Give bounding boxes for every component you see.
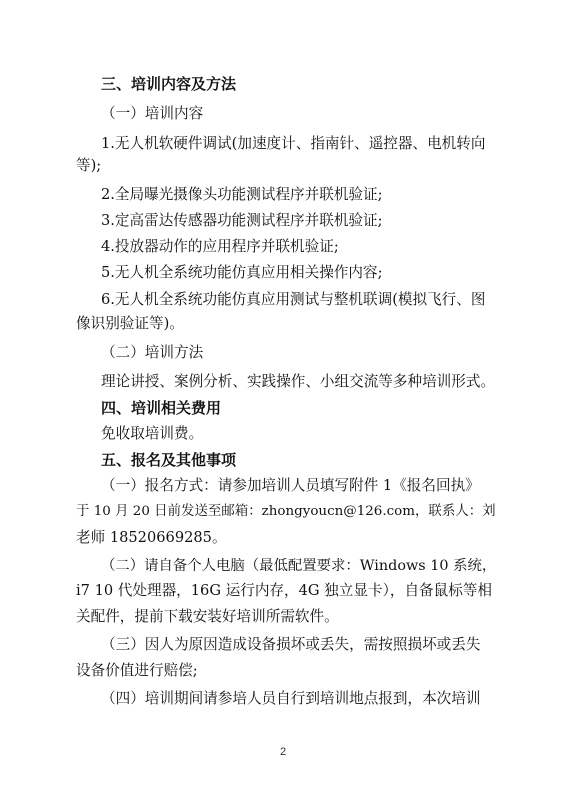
list-item-6-line-1: 6.无人机全系统功能仿真应用测试与整机联调(模拟飞行、图 bbox=[101, 291, 486, 308]
section-5-heading: 五、报名及其他事项 bbox=[101, 451, 237, 469]
list-item-1-line-1: 1.无人机软硬件调试(加速度计、指南针、遥控器、电机转向 bbox=[101, 135, 486, 152]
damage-line-1: （三）因人为原因造成设备损坏或丢失，需按照损坏或丢失 bbox=[101, 636, 481, 653]
section-3-heading: 三、培训内容及方法 bbox=[101, 75, 237, 93]
computer-req-line-3: 关配件，提前下载安装好培训所需软件。 bbox=[76, 608, 339, 625]
list-item-4: 4.投放器动作的应用程序并联机验证; bbox=[101, 238, 339, 255]
list-item-3: 3.定高雷达传感器功能测试程序并联机验证; bbox=[101, 212, 383, 229]
computer-req-line-1: （二）请自备个人电脑（最低配置要求：Windows 10 系统， bbox=[101, 558, 497, 574]
fee-text: 免收取培训费。 bbox=[101, 425, 204, 442]
list-item-2: 2.全局曝光摄像头功能测试程序并联机验证; bbox=[101, 186, 383, 203]
registration-line-3: 老师 18520669285。 bbox=[76, 529, 227, 546]
subsection-training-content: （一）培训内容 bbox=[101, 105, 204, 122]
registration-line-2: 于 10 月 20 日前发送至邮箱：zhongyoucn@126.com，联系人：刘 bbox=[76, 504, 496, 519]
report-line-1: （四）培训期间请参培人员自行到培训地点报到，本次培训 bbox=[101, 690, 481, 707]
subsection-training-method: （二）培训方法 bbox=[101, 344, 204, 361]
registration-line-1: （一）报名方式：请参加培训人员填写附件 1《报名回执》 bbox=[101, 477, 480, 494]
list-item-1-line-2: 等); bbox=[76, 157, 102, 174]
page-number: 2 bbox=[279, 746, 287, 758]
list-item-6-line-2: 像识别验证等)。 bbox=[76, 315, 184, 332]
section-4-heading: 四、培训相关费用 bbox=[101, 399, 222, 417]
list-item-5: 5.无人机全系统功能仿真应用相关操作内容; bbox=[101, 264, 383, 281]
computer-req-line-2: i7 10 代处理器，16G 运行内存，4G 独立显卡），自备鼠标等相 bbox=[76, 582, 493, 599]
training-method-text: 理论讲授、案例分析、实践操作、小组交流等多种培训形式。 bbox=[101, 373, 496, 390]
damage-line-2: 设备价值进行赔偿; bbox=[76, 662, 198, 679]
